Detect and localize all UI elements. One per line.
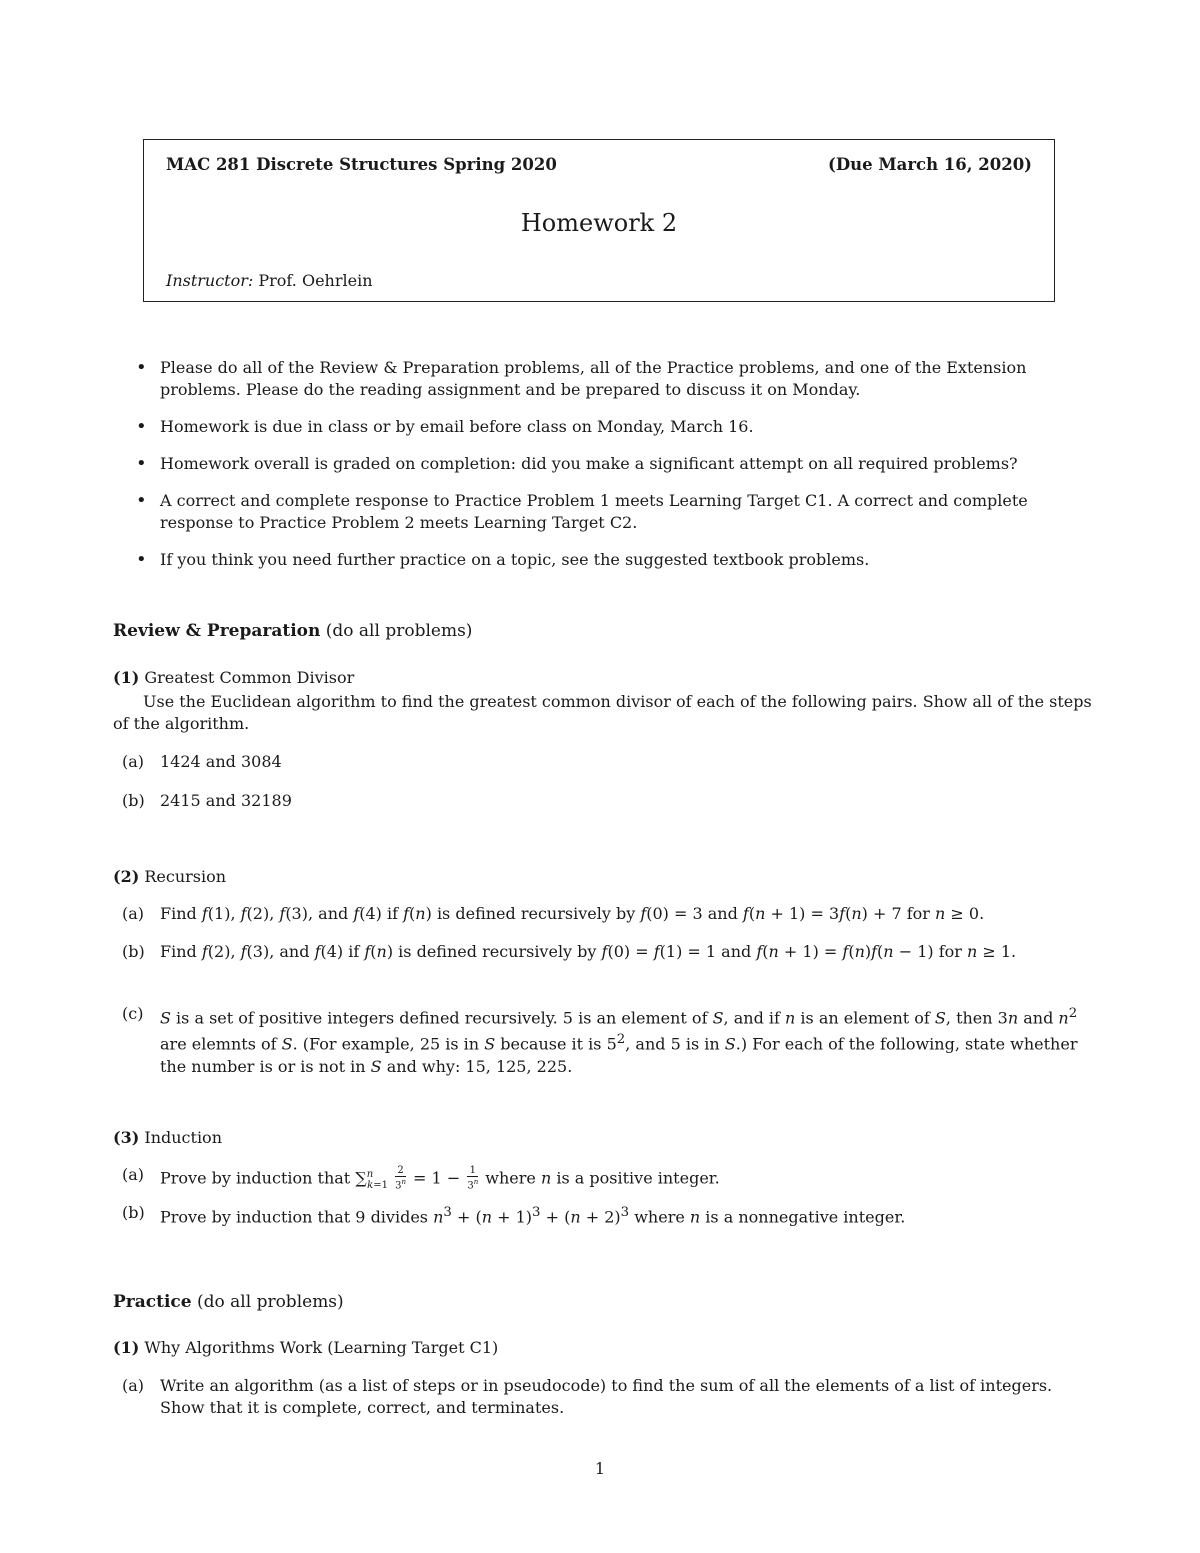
list-item: • A correct and complete response to Practice Problem 1 meets Learning Target C1. A correct and complete response to Practice Problem 2 meets Learning Target C2. <box>134 490 1094 534</box>
list-item: • Please do all of the Review & Preparation problems, all of the Practice problems, and one of the Extension problems. Please do the reading assignment and be prepared to discuss it on Monday. <box>134 357 1094 401</box>
homework-title: Homework 2 <box>520 209 678 237</box>
instructor-label: Instructor: <box>166 271 254 290</box>
list-item: • Homework is due in class or by email before class on Monday, March 16. <box>134 416 1094 438</box>
induction-b: Prove by induction that 9 divides $n^3 + (n + 1)^3 + (n + 2)^3$ where n is a nonnegative integer. <box>160 1205 906 1227</box>
due-date: (Due March 16, 2020) <box>828 155 1032 174</box>
recursion-c: S is a set of positive integers defined recursively. 5 is an element of S, and if n is an element of S, then 3n and $n^2$ are elemnts of S. (For example, 25 is in S because it is $5^2$, and 5 is in S.) For each of the following, state whether the number is or is not in S and why: 15, 125, 225. <box>160 1006 1078 1076</box>
recursion-a: Find f(1), f(2), f(3), and f(4) if f(n) is defined recursively by f(0) = 3 and f(n + 1) = 3f(n) + 7 for n ≥ 0. <box>160 904 985 923</box>
subproblem: (a) Write an algorithm (as a list of steps or in pseudocode) to find the sum of all the elements of a list of integers. Show that it is complete, correct, and terminates. <box>122 1376 1053 1417</box>
subproblem: (a) Prove by induction that ∑$^n_{k=1}$ $\frac{2}{3^n}$ = 1 − $\frac{1}{3^n}$ where n is a positive integer. <box>122 1164 1092 1197</box>
list-item: • Homework overall is graded on completion: did you make a significant attempt on all required problems? <box>134 453 1094 475</box>
subproblem: (a) 1424 and 3084 <box>122 752 282 771</box>
subproblem: (b) Prove by induction that 9 divides $n^3 + (n + 1)^3 + (n + 2)^3$ where n is a nonnegative integer. <box>122 1202 1092 1228</box>
subproblem: (c) S is a set of positive integers defined recursively. 5 is an element of S, and if n is an element of S, then 3n and $n^2$ are elemnts of S. (For example, 25 is in S because it is $5^2$, and 5 is in S.) For each of the following, state whether the number is or is not in S and why: 15, 125, 225. <box>122 1003 1092 1078</box>
instructions-list <box>134 357 1094 586</box>
problem-heading: (1) Greatest Common Divisor <box>113 668 355 687</box>
subproblem: (b) 2415 and 32189 <box>122 791 292 810</box>
header-box <box>143 139 1055 302</box>
subproblem: (b) Find f(2), f(3), and f(4) if f(n) is defined recursively by f(0) = f(1) = 1 and f(n + 1) = f(n)f(n − 1) for n ≥ 1. <box>122 941 1092 963</box>
page-number: 1 <box>594 1459 606 1478</box>
subproblem: (a) Find f(1), f(2), f(3), and f(4) if f(n) is defined recursively by f(0) = 3 and f(n + 1) = 3f(n) + 7 for n ≥ 0. <box>122 903 1092 925</box>
problem-heading: (3) Induction <box>113 1128 222 1147</box>
problem-heading: (2) Recursion <box>113 867 227 886</box>
induction-a: Prove by induction that ∑$^n_{k=1}$ $\frac{2}{3^n}$ = 1 − $\frac{1}{3^n}$ where n is a positive integer. <box>160 1165 720 1192</box>
course-title: MAC 281 Discrete Structures Spring 2020 <box>166 155 557 174</box>
section-title-review: Review & Preparation (do all problems) <box>113 621 473 641</box>
section-title-practice: Practice (do all problems) <box>113 1292 344 1312</box>
instructor-line <box>166 270 373 292</box>
recursion-b: Find f(2), f(3), and f(4) if f(n) is defined recursively by f(0) = f(1) = 1 and f(n + 1) = f(n)f(n − 1) for n ≥ 1. <box>160 942 1017 961</box>
problem-text: Use the Euclidean algorithm to find the greatest common divisor of each of the following pairs. Show all of the steps of the algorithm. <box>113 692 1092 733</box>
instructor-name: Prof. Oehrlein <box>258 271 373 290</box>
problem-heading: (1) Why Algorithms Work (Learning Target C1) <box>113 1338 499 1357</box>
list-item: • If you think you need further practice on a topic, see the suggested textbook problems. <box>134 549 1094 571</box>
